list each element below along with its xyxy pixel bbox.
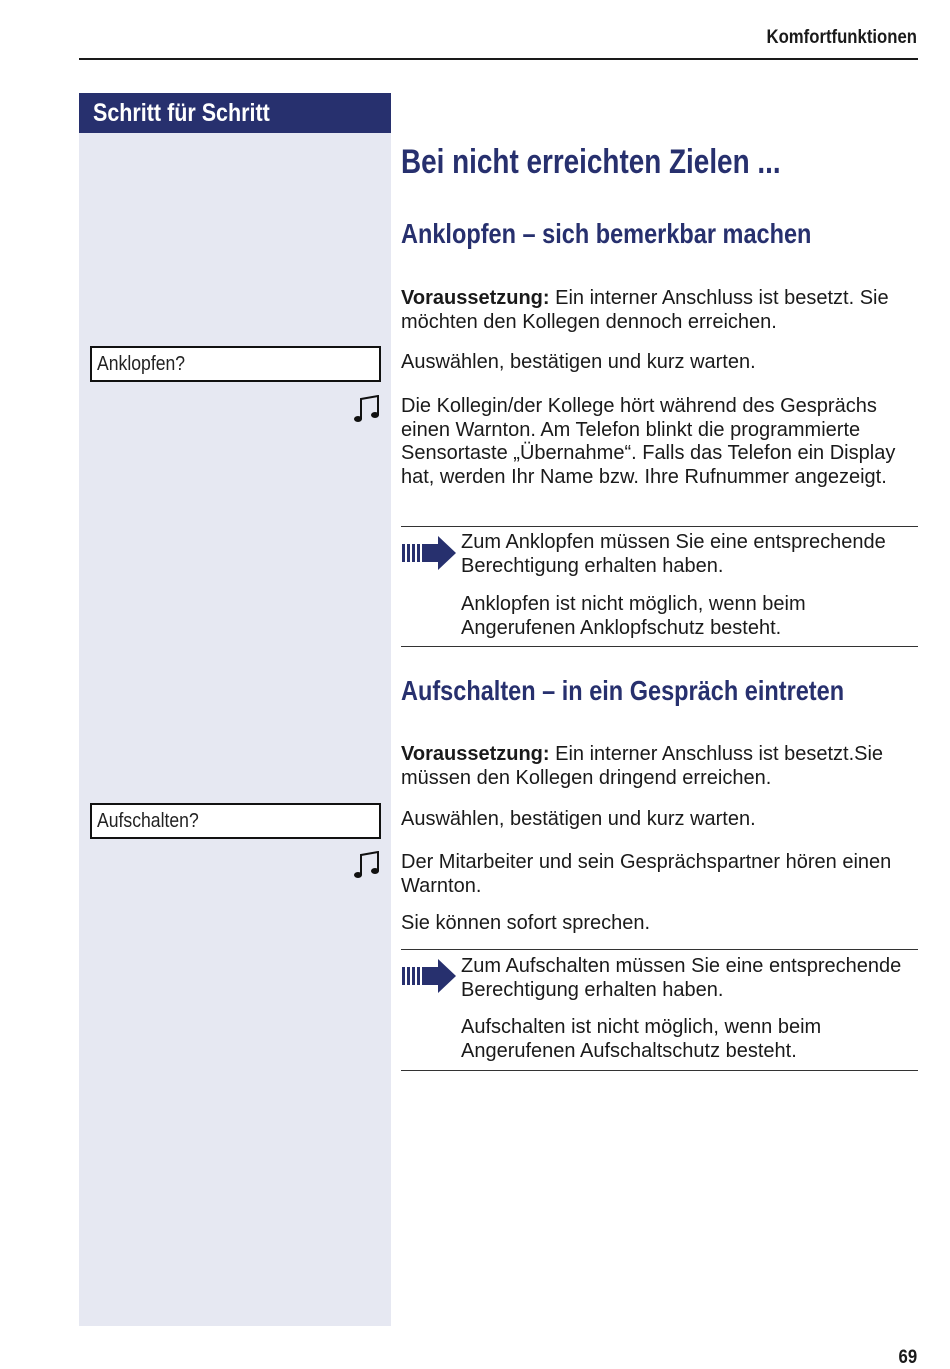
prerequisite-label: Voraussetzung: [401,743,550,765]
note-text-2-aufschalten: Aufschalten ist nicht möglich, wenn beim Angerufenen Aufschaltschutz besteht. [461,1016,822,1062]
music-note-icon [352,395,382,425]
step-text-aufschalten: Auswählen, bestätigen und kurz warten. [401,808,756,830]
running-header: Komfortfunktionen [766,27,917,48]
page-title-wrap [401,143,864,182]
prerequisite-text: Ein interner Anschluss ist besetzt.Sie müssen den Kollegen dringend erreichen. [401,743,884,789]
page-number: 69 [898,1347,917,1368]
arrow-note-icon [402,959,458,993]
step-sidebar [79,93,391,1326]
prerequisite-anklopfen [401,287,921,334]
prerequisite-text: Ein interner Anschluss ist besetzt. Sie möchten den Kollegen dennoch erreichen. [401,287,889,333]
music-note-icon [352,851,382,881]
page-title: Bei nicht erreichten Zielen ... [401,143,781,181]
sidebar-heading: Schritt für Schritt [79,93,391,133]
section-anklopfen-heading-wrap [401,218,890,250]
prerequisite-label: Voraussetzung: [401,287,550,309]
display-option-aufschalten[interactable]: Aufschalten? [90,803,381,839]
note-rule-bottom [401,1070,918,1071]
prerequisite-aufschalten [401,743,921,790]
note-text-1-anklopfen: Zum Anklopfen müssen Sie eine entsprechende Berechtigung erhalten haben. [461,531,886,577]
note-rule-top [401,526,918,527]
note-text-1-aufschalten: Zum Aufschalten müssen Sie eine entsprechende Berechtigung erhalten haben. [461,955,902,1001]
header-rule [79,58,918,60]
tone-text-aufschalten: Der Mitarbeiter und sein Gesprächspartner hören einen Warnton. [401,851,892,897]
section-heading-aufschalten: Aufschalten – in ein Gespräch eintreten [401,675,845,706]
section-aufschalten-heading-wrap [401,675,928,707]
display-option-anklopfen[interactable]: Anklopfen? [90,346,381,382]
extra-text-aufschalten: Sie können sofort sprechen. [401,912,651,934]
step-text-anklopfen: Auswählen, bestätigen und kurz warten. [401,351,756,373]
arrow-note-icon [402,536,458,570]
note-rule-bottom [401,646,918,647]
note-text-2-anklopfen: Anklopfen ist nicht möglich, wenn beim Angerufenen Anklopfschutz besteht. [461,593,806,639]
section-heading-anklopfen: Anklopfen – sich bemerkbar machen [401,218,812,249]
tone-text-anklopfen: Die Kollegin/der Kollege hört während des Gesprächs einen Warnton. Am Telefon blinkt die programmierte Sensortaste „Übernahme“. Falls das Telefon ein Display hat, werden Ihr Name bzw. Ihre Rufnummer angezeigt. [401,395,896,488]
note-rule-top [401,949,918,950]
